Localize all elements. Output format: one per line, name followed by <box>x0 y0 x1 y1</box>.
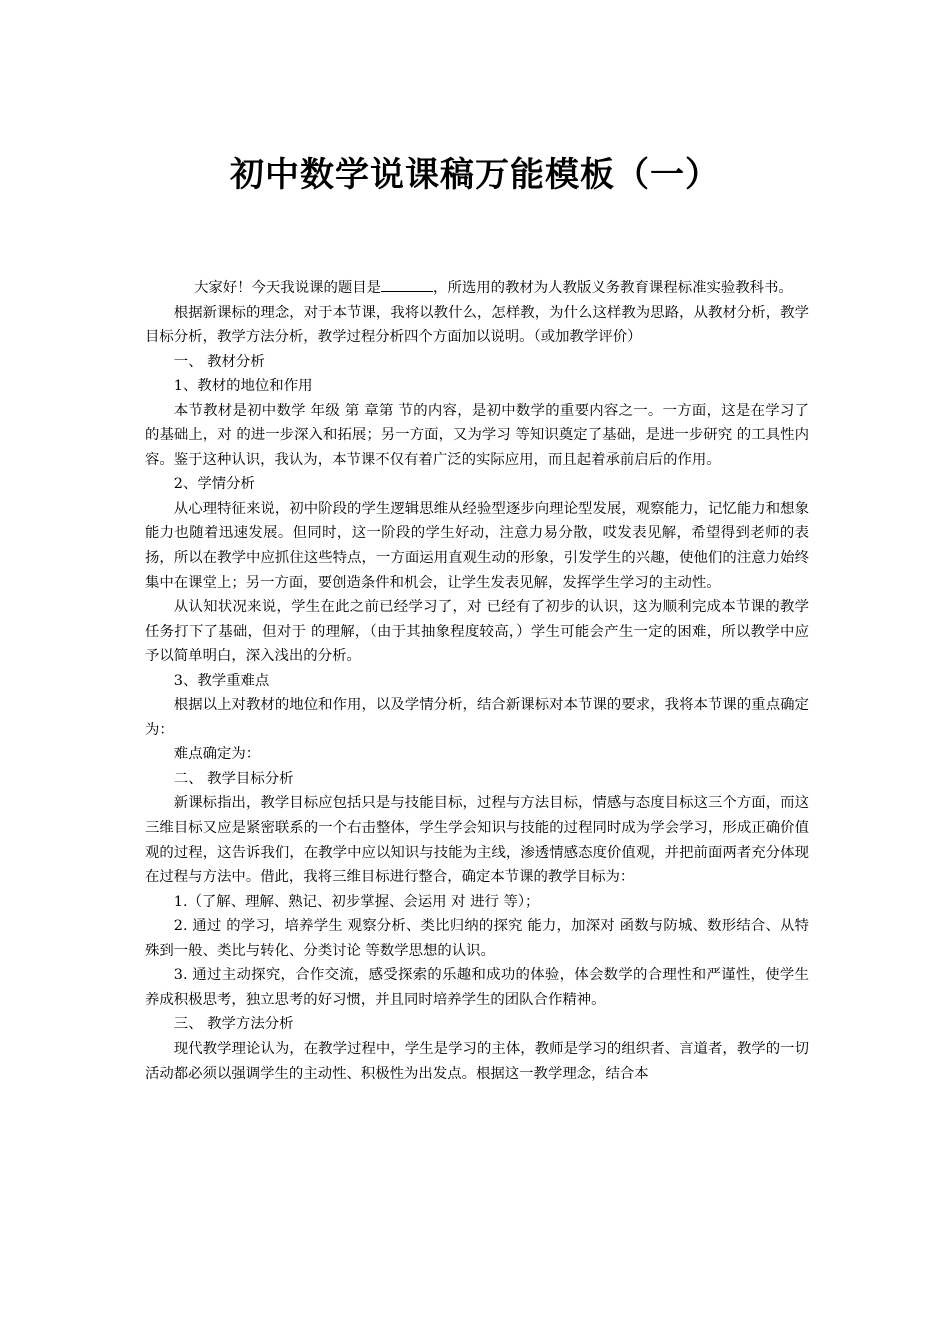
paragraph: 根据新课标的理念，对于本节课，我将以教什么，怎样教，为什么这样教为思路，从教材分析，教学目标分析，教学方法分析，教学过程分析四个方面加以说明。（或加教学评价） <box>145 304 809 346</box>
section-heading: 三、 教学方法分析 <box>173 1016 294 1033</box>
document-body <box>145 276 809 1086</box>
paragraph: 从心理特征来说，初中阶段的学生逻辑思维从经验型逐步向理论型发展，观察能力，记忆能力和想象能力也随着迅速发展。但同时，这一阶段的学生好动，注意力易分散，哎发表见解，希望得到老师的表扬，所以在教学中应抓住这些特点，一方面运用直观生动的形象，引发学生的兴趣，使他们的注意力始终集中在课堂上；另一方面，要创造条件和机会，让学生发表见解，发挥学生学习的主动性。 <box>145 500 809 591</box>
list-item: 2. 通过 的学习，培养学生 观察分析、类比归纳的探究 能力，加深对 函数与防城、数形结合、从特殊到一般、类比与转化、分类讨论 等数学思想的认识。 <box>145 918 809 959</box>
list-item: 1.（了解、理解、熟记、初步掌握、会运用 对 进行 等）； <box>173 893 540 910</box>
subsection-heading: 3、教学重难点 <box>173 672 270 689</box>
paragraph: 从认知状况来说，学生在此之前已经学习了，对 已经有了初步的认识，这为顺利完成本节课的教学任务打下了基础，但对于 的理解，（由于其抽象程度较高，）学生可能会产生一定的困难，所以教学中应予以简单明白，深入浅出的分析。 <box>145 599 809 665</box>
paragraph: 本节教材是初中数学 年级 第 章第 节的内容，是初中数学的重要内容之一。一方面，这是在学习了 的基础上，对 的进一步深入和拓展；另一方面，又为学习 等知识奠定了基础，是进一步研究 的工具性内容。鉴于这种认识，我认为，本节课不仅有着广泛的实际应用，而且起着承前启后的作用。 <box>145 402 809 468</box>
list-item: 3. 通过主动探究，合作交流，感受探索的乐趣和成功的体验，体会数学的合理性和严谨性，使学生养成积极思考，独立思考的好习惯，并且同时培养学生的团队合作精神。 <box>145 967 809 1008</box>
subsection-heading: 2、学情分析 <box>173 476 255 493</box>
paragraph: 新课标指出，教学目标应包括只是与技能目标，过程与方法目标，情感与态度目标这三个方面，而这三维目标又应是紧密联系的一个右击整体，学生学会知识与技能的过程同时成为学会学习，形成正确价值观的过程，这告诉我们，在教学中应以知识与技能为主线，渗透情感态度价值观，并把前面两者充分体现在过程与方法中。借此，我将三维目标进行整合，确定本节课的教学目标为： <box>145 795 809 886</box>
section-heading: 一、 教材分析 <box>173 353 265 370</box>
topic-blank <box>381 277 433 292</box>
intro-text-after: ，所选用的教材为人教版义务教育课程标准实验教科书。 <box>433 280 793 296</box>
document-title: 初中数学说课稿万能模板（一） <box>230 155 720 195</box>
subsection-heading: 1、教材的地位和作用 <box>173 378 313 395</box>
section-heading: 二、 教学目标分析 <box>173 770 294 787</box>
intro-text-before: 大家好！今天我说课的题目是 <box>193 280 382 296</box>
paragraph: 根据以上对教材的地位和作用，以及学情分析，结合新课标对本节课的要求，我将本节课的重点确定为： <box>145 697 809 738</box>
paragraph: 现代教学理论认为，在教学过程中，学生是学习的主体，教师是学习的组织者、言道者，教学的一切活动都必须以强调学生的主动性、积极性为出发点。根据这一教学理念，结合本 <box>145 1040 809 1082</box>
paragraph: 难点确定为： <box>173 746 261 763</box>
intro-paragraph <box>145 276 809 301</box>
